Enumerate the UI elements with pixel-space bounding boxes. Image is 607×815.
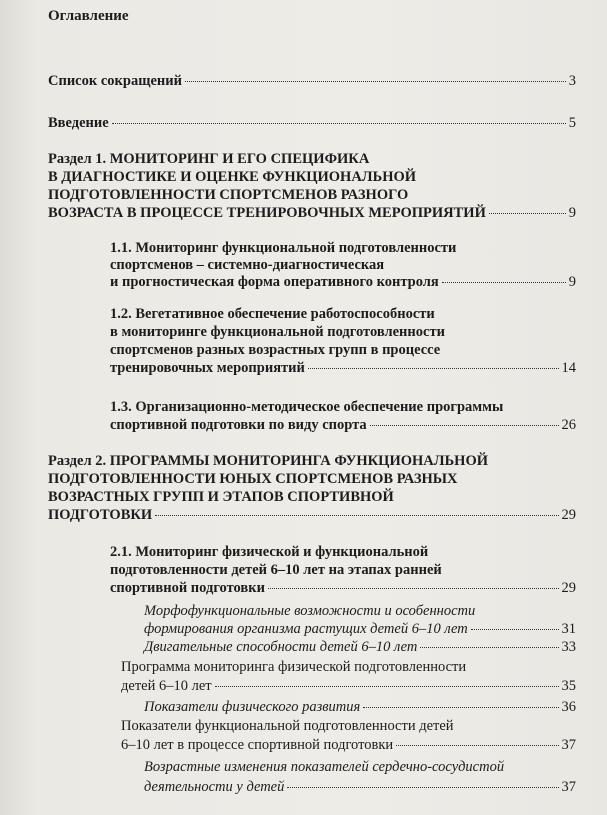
dot-leader [155,514,558,516]
page-number: 33 [561,639,576,655]
toc-entry-line: Список сокращений [48,73,182,89]
dot-leader [268,587,559,589]
toc-entry-line: ВОЗРАСТНЫХ ГРУПП И ЭТАПОВ СПОРТИВНОЙ [48,489,394,505]
toc-entry-line: ПОДГОТОВКИ [48,507,153,523]
toc-entry-line: Программа мониторинга физической подготовленности [121,659,467,675]
toc-entry-line: Показатели физического развития [144,699,361,715]
page-title: Оглавление [48,8,129,24]
toc-entry[interactable] [121,658,576,696]
toc-entry[interactable] [110,398,576,434]
toc-entry-line: Введение [48,115,109,131]
dot-leader [396,744,558,746]
toc-entry-line: Морфофункциональные возможности и особенности [144,603,476,619]
dot-leader [185,80,566,82]
page-number: 9 [568,205,576,221]
toc-entry-line: 2.1. Мониторинг физической и функциональной [110,544,429,560]
toc-entry-line: в мониторинге функциональной подготовленности [110,324,445,340]
dot-leader [471,628,559,630]
toc-entry-last-line [110,359,576,377]
page-number: 26 [561,417,576,433]
toc-entry-last-line [110,416,576,434]
toc-entry-last-line [48,115,576,132]
toc-entry[interactable] [144,698,576,716]
dot-leader [489,212,566,214]
toc-entry-line: тренировочных мероприятий [110,360,305,376]
toc-entry-line: Раздел 2. ПРОГРАММЫ МОНИТОРИНГА ФУНКЦИОНАЛЬНОЙ [48,453,488,469]
toc-entry-last-line [144,698,576,716]
toc-entry[interactable] [144,757,576,797]
toc-entry[interactable] [48,150,576,222]
toc-entry-last-line [121,736,576,755]
toc-entry-last-line [48,73,576,90]
toc-entry[interactable] [110,240,576,291]
toc-entry-line: 1.1. Мониторинг функциональной подготовленности [110,240,457,256]
toc-entry-last-line [110,579,576,597]
toc-entry[interactable] [48,452,576,524]
toc-entry[interactable] [110,305,576,377]
toc-entry[interactable] [110,543,576,597]
toc-entry-line: 1.3. Организационно-методическое обеспечение программы [110,399,504,415]
toc-entry-line: Возрастные изменения показателей сердечно-сосудистой [144,759,505,775]
toc-entry-line: деятельности у детей [144,779,285,795]
toc-entry[interactable] [144,602,576,638]
toc-entry-line: ПОДГОТОВЛЕННОСТИ СПОРТСМЕНОВ РАЗНОГО [48,187,409,203]
toc-entry-last-line [144,777,576,797]
dot-leader [442,281,566,283]
page-number: 5 [568,115,576,131]
dot-leader [308,367,559,369]
toc-entry-line: В ДИАГНОСТИКЕ И ОЦЕНКЕ ФУНКЦИОНАЛЬНОЙ [48,169,417,185]
toc-entry-line: и прогностическая форма оперативного контроля [110,274,439,290]
toc-entry-line: формирования организма растущих детей 6–10 лет [144,621,468,637]
toc-entry-last-line [48,204,576,222]
dot-leader [215,685,559,687]
toc-entry-line: Двигательные способности детей 6–10 лет [144,639,418,655]
page-number: 29 [561,580,576,596]
toc-entry-last-line [144,638,576,656]
toc-entry-line: спортивной подготовки по виду спорта [110,417,367,433]
toc-entry-last-line [144,620,576,638]
dot-leader [363,706,558,708]
toc-entry-line: ВОЗРАСТА В ПРОЦЕССЕ ТРЕНИРОВОЧНЫХ МЕРОПРИЯТИЙ [48,205,486,221]
page-number: 35 [561,678,576,694]
toc-entry[interactable] [144,638,576,656]
toc-entry-line: подготовленности детей 6–10 лет на этапах ранней [110,562,442,578]
toc-entry-line: детей 6–10 лет [121,678,212,694]
page-number: 36 [561,699,576,715]
page-number: 37 [561,779,576,795]
toc-entry[interactable] [121,717,576,755]
toc-entry-last-line [48,506,576,524]
toc-entry-line: 1.2. Вегетативное обеспечение работоспособности [110,306,435,322]
page-number: 14 [561,360,576,376]
dot-leader [287,786,558,788]
toc-entry-line: 6–10 лет в процессе спортивной подготовки [121,737,394,753]
page-number: 31 [561,621,576,637]
toc-entry[interactable] [48,115,576,132]
dot-leader [420,646,558,648]
toc-entry-line: спортсменов разных возрастных групп в процессе [110,342,441,358]
toc-entry-line: ПОДГОТОВЛЕННОСТИ ЮНЫХ СПОРТСМЕНОВ РАЗНЫХ [48,471,458,487]
page-number: 37 [561,737,576,753]
dot-leader [112,122,566,124]
page-number: 29 [561,507,576,523]
toc-entry-line: спортивной подготовки [110,580,265,596]
toc-entry-line: Раздел 1. МОНИТОРИНГ И ЕГО СПЕЦИФИКА [48,151,370,167]
page-number: 3 [568,73,576,89]
toc-entry-line: Показатели функциональной подготовленности детей [121,718,454,734]
dot-leader [370,424,559,426]
toc-entry-last-line [121,677,576,696]
toc-entry[interactable] [48,73,576,90]
toc-entry-last-line [110,274,576,291]
page-number: 9 [568,274,576,290]
toc-entry-line: спортсменов – системно-диагностическая [110,257,385,273]
